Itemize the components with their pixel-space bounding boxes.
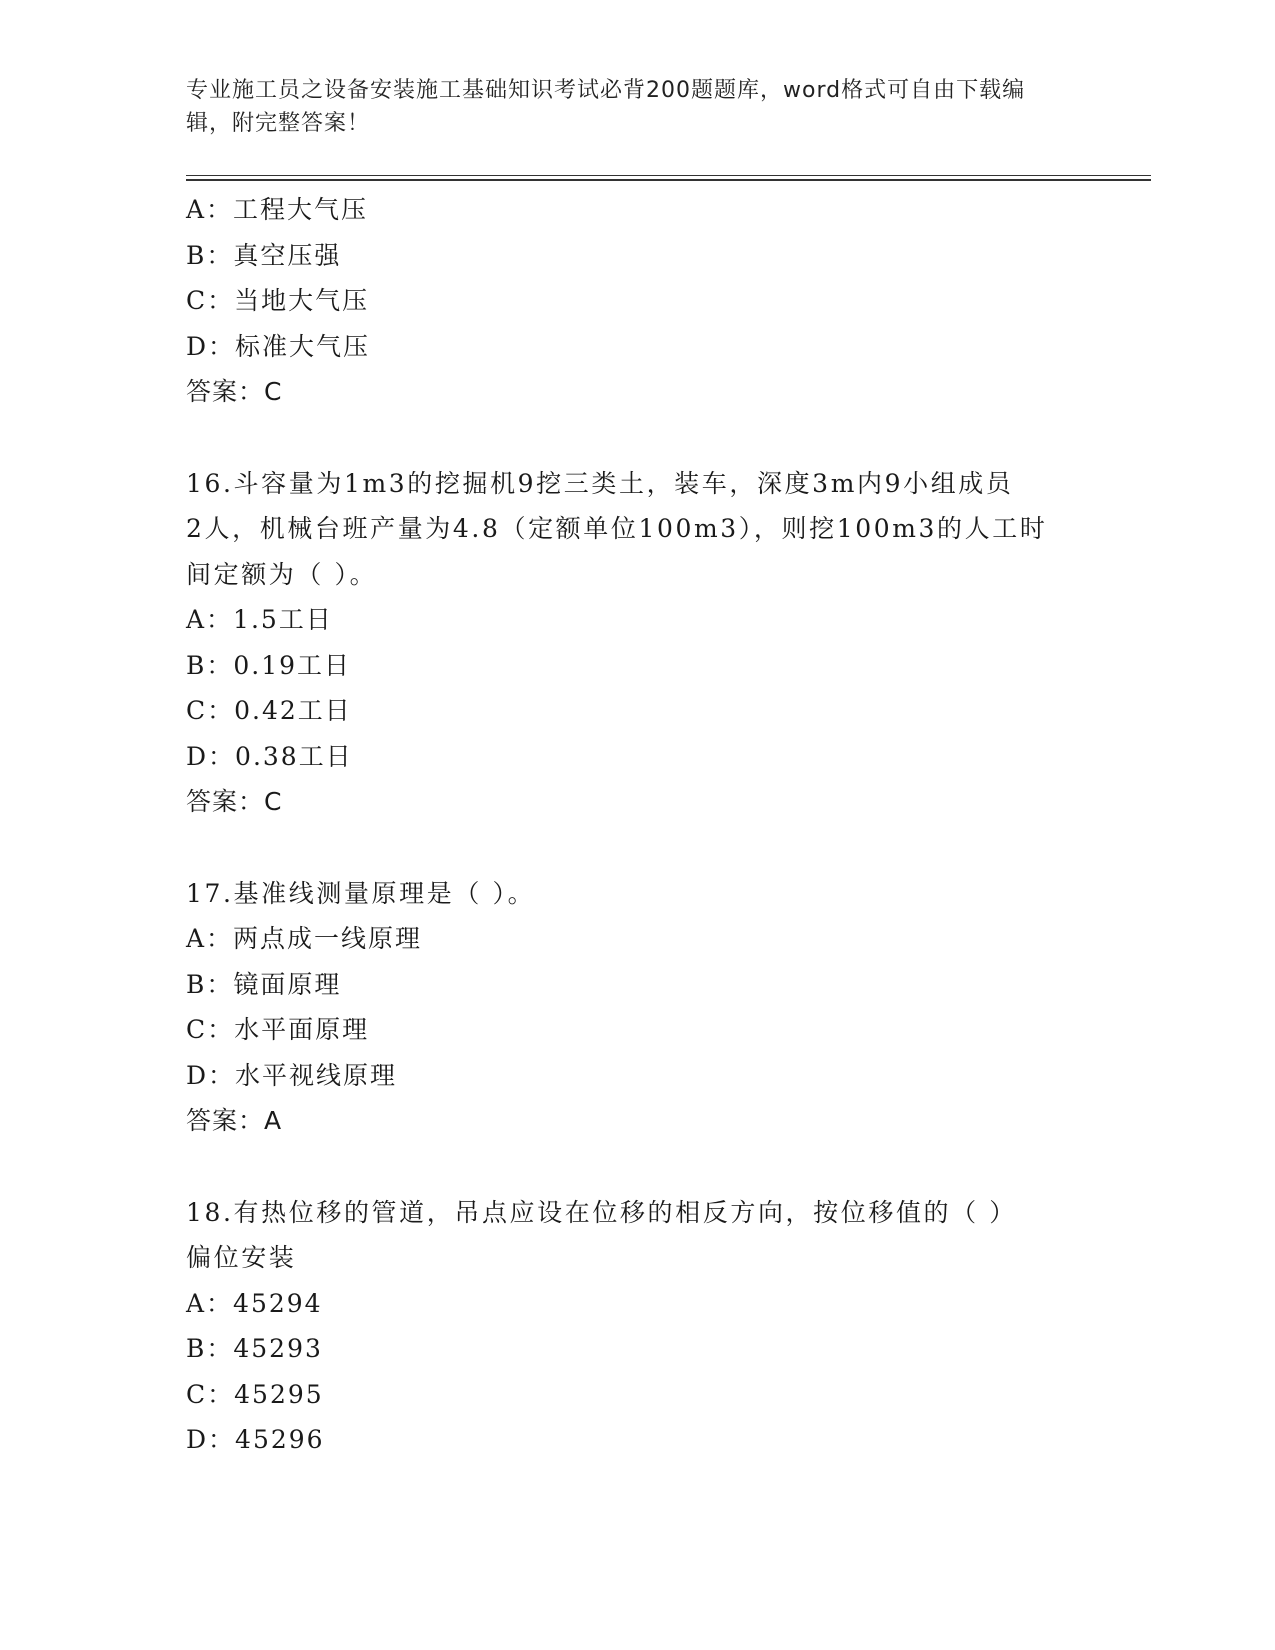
question-17 xyxy=(186,871,1066,1144)
option-c: C：0.42工日 xyxy=(186,696,352,725)
question-text-line: 17.基准线测量原理是（ ）。 xyxy=(186,878,536,908)
question-text-line: 2人，机械台班产量为4.8（定额单位100m3），则挖100m3的人工时 xyxy=(186,514,1048,543)
question-text-line: 间定额为（ ）。 xyxy=(186,559,378,589)
option-d: D：标准大气压 xyxy=(186,331,371,361)
option-a: A：两点成一线原理 xyxy=(186,924,423,953)
question-15 xyxy=(186,187,1066,415)
option-c: C：水平面原理 xyxy=(186,1015,370,1044)
question-18 xyxy=(186,1190,1066,1463)
spacer xyxy=(186,825,1066,871)
answer-line: 答案：C xyxy=(186,787,283,816)
answer-line: 答案：A xyxy=(186,1106,283,1135)
option-b: B：45293 xyxy=(186,1334,323,1363)
option-b: B：镜面原理 xyxy=(186,969,342,999)
option-b: B：真空压强 xyxy=(186,240,342,270)
option-d: D：水平视线原理 xyxy=(186,1060,398,1090)
answer-line: 答案：C xyxy=(186,377,283,406)
question-text-line: 16.斗容量为1m3的挖掘机9挖三类土，装车，深度3m内9小组成员 xyxy=(186,468,1014,498)
option-c: C：45295 xyxy=(186,1379,324,1409)
document-title: 专业施工员之设备安装施工基础知识考试必背200题题库，word格式可自由下载编辑，附完整答案！ xyxy=(186,78,1026,136)
question-text-line: 18.有热位移的管道，吊点应设在位移的相反方向，按位移值的（ ） xyxy=(186,1197,1017,1227)
header-divider-thick xyxy=(186,179,1151,181)
option-a: A：1.5工日 xyxy=(186,605,333,634)
option-d: D：0.38工日 xyxy=(186,741,353,771)
option-b: B：0.19工日 xyxy=(186,650,352,680)
question-text-line: 偏位安装 xyxy=(186,1243,297,1272)
question-list xyxy=(186,187,1066,1463)
option-c: C：当地大气压 xyxy=(186,286,370,315)
question-16 xyxy=(186,461,1066,825)
option-a: A：工程大气压 xyxy=(186,195,369,224)
spacer xyxy=(186,415,1066,461)
header-divider-thin xyxy=(186,175,1151,176)
option-a: A：45294 xyxy=(186,1288,323,1318)
option-d: D：45296 xyxy=(186,1425,325,1454)
document-header xyxy=(186,74,1066,140)
spacer xyxy=(186,1144,1066,1190)
